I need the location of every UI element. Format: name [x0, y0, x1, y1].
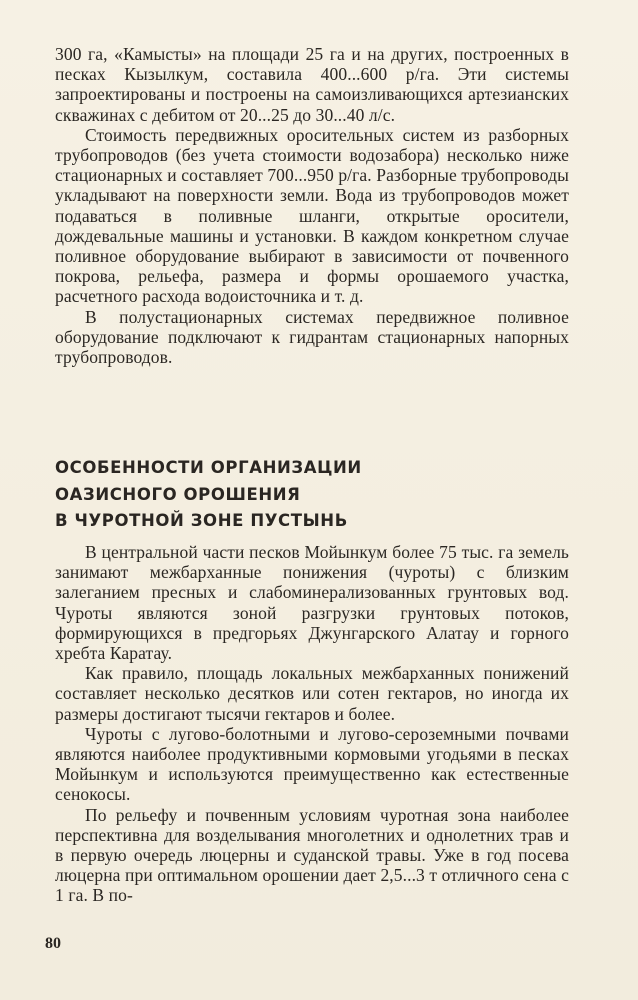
paragraph-4: В центральной части песков Мойынкум более 75 тыс. га земель занимают межбарханные понижения (чуроты) с близким залеганием пресных и слабоминерализованных грунтовых вод. Чуроты являются зоной разгрузки грунтовых потоков, формирующихся в предгорьях Джунгарского Алатау и горного хребта Каратау. [55, 542, 569, 664]
paragraph-7: По рельефу и почвенным условиям чуротная зона наиболее перспективна для возделывания многолетних и однолетних трав и в первую очередь люцерны и суданской травы. Уже в год посева люцерна при оптимальном орошении дает 2,5...3 т отличного сена с 1 га. В по- [55, 804, 569, 906]
section-heading [55, 455, 569, 535]
text-block-bottom [55, 542, 569, 906]
text-block-top [55, 44, 569, 367]
paragraph-2: Стоимость передвижных оросительных систем из разборных трубопроводов (без учета стоимости водозабора) несколько ниже стационарных и составляет 700...950 р/га. Разборные трубопроводы укладывают на поверхности земли. Вода из трубопроводов может подаваться в поливные шланги, открытые оросители, дождевальные машины и установки. В каждом конкретном случае поливное оборудование выбирают в зависимости от почвенного покрова, рельефа, размера и формы орошаемого участка, расчетного расхода водоисточника и т. д. [55, 124, 569, 307]
paragraph-3: В полустационарных системах передвижное поливное оборудование подключают к гидрантам стационарных напорных трубопроводов. [55, 306, 569, 368]
paragraph-1: 300 га, «Камысты» на площади 25 га и на других, построенных в песках Кызылкум, составила 400...600 р/га. Эти системы запроектированы и построены на самоизливающихся артезианских скважинах с дебитом от 20...25 до 30...40 л/с. [55, 44, 569, 125]
heading-line-3: В ЧУРОТНОЙ ЗОНЕ ПУСТЫНЬ [55, 511, 348, 530]
heading-line-1: ОСОБЕННОСТИ ОРГАНИЗАЦИИ [55, 458, 362, 477]
paragraph-5: Как правило, площадь локальных межбарханных понижений составляет несколько десятков или сотен гектаров, но иногда их размеры достигают тысячи гектаров и более. [55, 663, 569, 724]
paragraph-6: Чуроты с лугово-болотными и лугово-сероземными почвами являются наиболее продуктивными кормовыми угодьями в песках Мойынкум и используются преимущественно как естественные сенокосы. [55, 723, 569, 805]
heading-line-2: ОАЗИСНОГО ОРОШЕНИЯ [55, 484, 301, 504]
page-number: 80 [45, 935, 61, 952]
